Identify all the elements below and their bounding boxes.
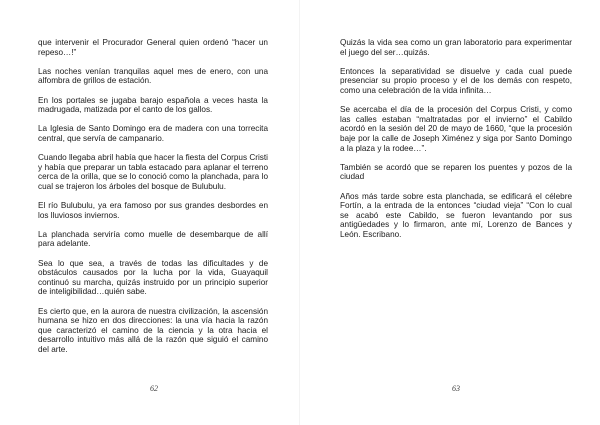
page-number-left: 62 xyxy=(150,384,158,393)
paragraph: El río Bulubulu, ya era famoso por sus grandes desbordes en los lluviosos inviernos. xyxy=(38,201,268,220)
paragraph: Años más tarde sobre esta planchada, se edificará el célebre Fortín, a la entrada de la entonces “ciudad vieja” “Con lo cual se acabó este Cabildo, se fueron levantando por sus antigüedades y lo firmaron, ante mí, Lorenzo de Bances y León. Escribano. xyxy=(340,191,572,239)
paragraph: Entonces la separatividad se disuelve y cada cual puede presenciar su propio proceso y el de los demás con respeto, como una celebración de la vida infinita… xyxy=(340,66,572,95)
paragraph: que intervenir el Procurador General quien ordenó “hacer un repeso…!” xyxy=(38,38,268,57)
right-page xyxy=(300,0,600,425)
paragraph: Es cierto que, en la aurora de nuestra civilización, la ascensión humana se hizo en dos direcciones: la una vía hacia la razón que caracterizó el camino de la ciencia y la otra hacia el desarrollo intuitivo más allá de la razón que siguió el camino del arte. xyxy=(38,306,268,354)
left-text-column xyxy=(38,38,268,355)
right-text-column xyxy=(340,38,572,239)
paragraph: La planchada serviría como muelle de desembarque de allí para adelante. xyxy=(38,229,268,249)
paragraph: Sea lo que sea, a través de todas las dificultades y de obstáculos causados por la lucha por la vida, Guayaquil continuó su marcha, quizás instruido por un principio superior de inteligibilidad…quién sabe. xyxy=(38,258,268,297)
paragraph: Cuando llegaba abril había que hacer la fiesta del Corpus Cristi y había que preparar un tabla estacado para aplanar el terreno cerca de la orilla, que se lo conoció como la planchada, para lo cual se trajeron los árboles del bosque de Bulubulu. xyxy=(38,153,268,191)
paragraph: También se acordó que se reparen los puentes y pozos de la ciudad xyxy=(340,162,572,182)
paragraph: Quizás la vida sea como un gran laboratorio para experimentar el juego del ser…quizás. xyxy=(340,38,572,57)
paragraph: Se acercaba el día de la procesión del Corpus Cristi, y como las calles estaban “maltratadas por el invierno” el Cabildo acordó en la sesión del 20 de mayo de 1660, “que la procesión baje por la calle de Joseph Ximénez y siga por Santo Domingo a la plaza y la rodee…”. xyxy=(340,105,572,153)
paragraph: En los portales se jugaba barajo española a veces hasta la madrugada, matizada por el canto de los gallos. xyxy=(38,95,268,115)
paragraph: La Iglesia de Santo Domingo era de madera con una torrecita central, que servía de campanario. xyxy=(38,124,268,143)
page-number-right: 63 xyxy=(452,384,460,393)
paragraph: Las noches venían tranquilas aquel mes de enero, con una alfombra de grillos de estación. xyxy=(38,66,268,86)
